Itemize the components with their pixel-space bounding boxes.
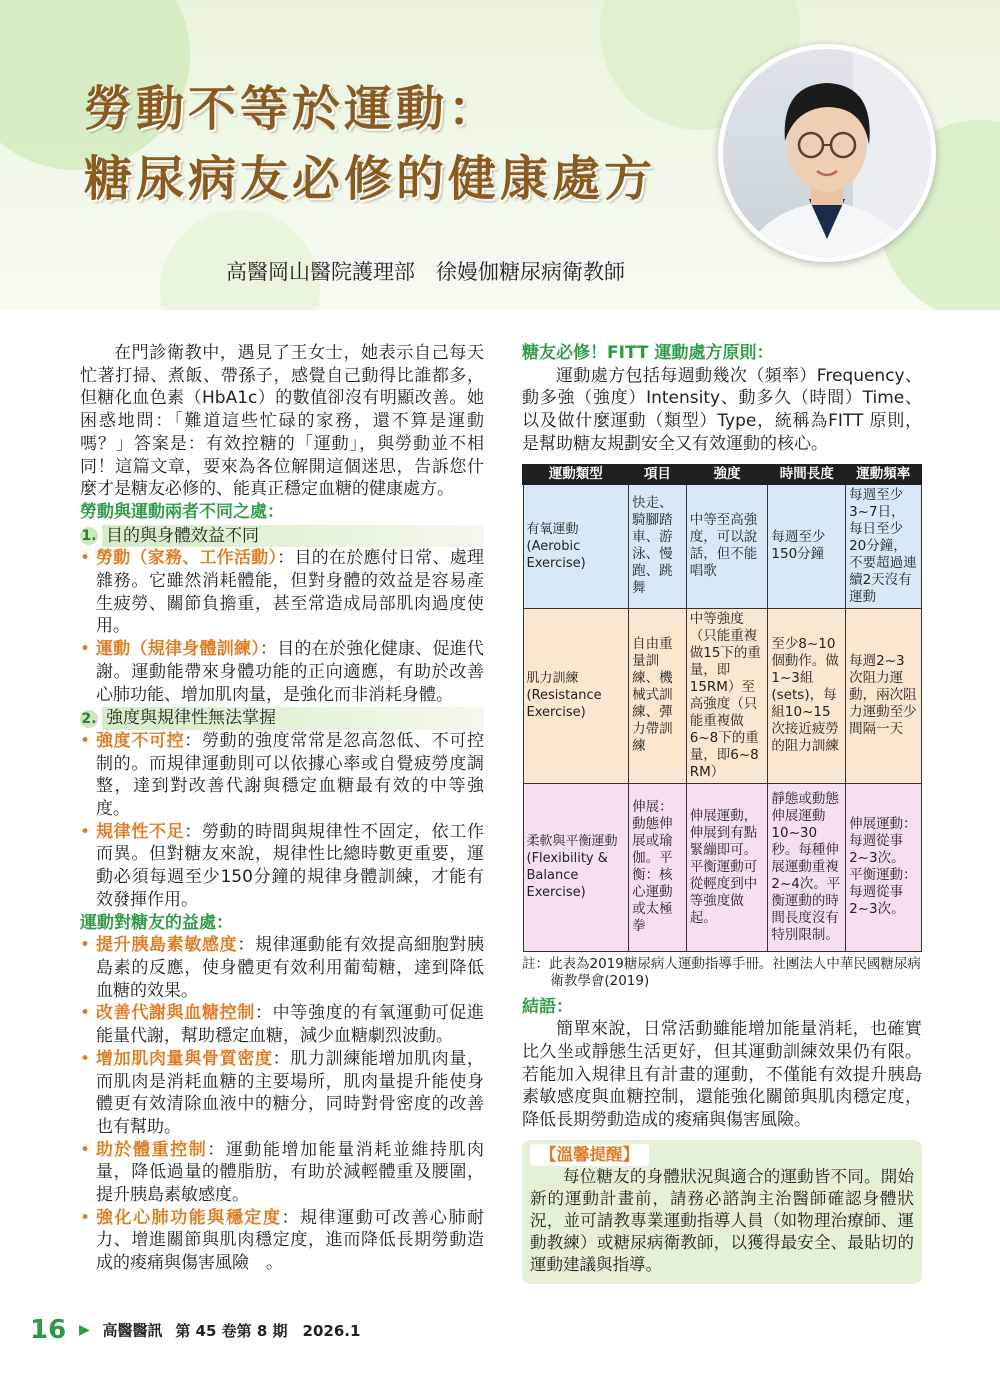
table-header: 運動頻率 (846, 465, 921, 484)
reminder-heading: 【溫馨提醒】 (530, 1144, 649, 1166)
issue-info: 第 45 卷第 8 期 2026.1 (175, 1321, 361, 1340)
bullet-item: • 改善代謝與血糖控制：中等強度的有氧運動可促進能量代謝，幫助穩定血糖，減少血糖劇烈波動。 (80, 1003, 484, 1047)
table-header: 項目 (629, 465, 687, 484)
right-column (522, 342, 922, 1284)
title-line-2: 糖尿病友必修的健康處方 (84, 151, 657, 207)
table-cell: 伸展：動態伸展或瑜伽。平衡：核心運動或太極拳 (629, 783, 687, 951)
bullet-text: ：勞動的時間與規律性不固定，依工作而異。但對糖友來說，規律性比總時數更重要，運動必須每週至少150分鐘的規律身體訓練，才能有效發揮作用。 (96, 821, 485, 910)
left-column (80, 342, 484, 1275)
table-header: 強度 (686, 465, 768, 484)
table-cell: 每週至少3~7日，每日至少20分鐘，不要超過連續2天沒有運動 (846, 484, 921, 609)
section-heading-conclusion: 結語： (522, 996, 573, 1017)
table-cell: 伸展運動，伸展到有點緊繃即可。平衡運動可從輕度到中等強度做起。 (686, 783, 768, 951)
triangle-icon: ▶ (78, 1322, 90, 1338)
bullet-text: ：目的在於應付日常、處理雜務。它雖然消耗體能，但對身體的效益是容易產生疲勞、關節負擔重，甚至常造成局部肌肉過度使用。 (96, 548, 484, 637)
bullet-item: • 強度不可控：勞動的強度常常是忽高忽低、不可控制的。而規律運動則可以依據心率或自覺疲勞度調整，達到對改善代謝與穩定血糖最有效的中等強度。 (80, 730, 485, 820)
author-photo (718, 44, 936, 262)
subheading-label: 強度與規律性無法掌握 (102, 707, 484, 730)
section-heading-differences: 勞動與運動兩者不同之處： (80, 501, 284, 522)
bullet-item: • 規律性不足：勞動的時間與規律性不固定，依工作而異。但對糖友來說，規律性比總時數更重要，運動必須每週至少150分鐘的規律身體訓練，才能有效發揮作用。 (80, 821, 485, 910)
reminder-box (522, 1140, 922, 1284)
bullet-label: 運動（規律身體訓練） (96, 639, 260, 660)
bullet-text: ：肌力訓練能增加肌肉量，而肌肉是消耗血糖的主要場所，肌肉量提升能使身體更有效清除血液中的糖分，同時對骨密度的改善也有幫助。 (96, 1048, 485, 1137)
title-line-1: 勞動不等於運動： (84, 81, 501, 137)
table-row (523, 608, 921, 783)
fitt-table (522, 464, 922, 952)
section-heading-benefits: 運動對糖友的益處： (80, 912, 233, 933)
bullet-item: • 增加肌肉量與骨質密度：肌力訓練能增加肌肉量，而肌肉是消耗血糖的主要場所，肌肉量提升能使身體更有效清除血液中的糖分，同時對骨密度的改善也有幫助。 (80, 1048, 485, 1137)
header-banner (0, 0, 1000, 310)
bullet-label: 助於體重控制 (96, 1139, 208, 1160)
fitt-paragraph: 運動處方包括每週動幾次（頻率）Frequency、動多強（強度）Intensity、動多久（時間）Time、以及做什麼運動（類型）Type，統稱為FITT 原則，是幫助糖友規劃安全又有效運動的核心。 (522, 365, 922, 454)
table-cell: 中等強度（只能重複做15下的重量，即15RM）至高強度（只能重複做6~8下的重量，即6~8 RM） (686, 608, 768, 783)
table-cell: 伸展運動：每週從事2~3次。平衡運動：每週從事2~3次。 (846, 783, 921, 951)
table-cell: 中等至高強度，可以說話，但不能唱歌 (686, 484, 768, 609)
conclusion-paragraph: 簡單來說，日常活動雖能增加能量消耗，也確實比久坐或靜態生活更好，但其運動訓練效果仍有限。若能加入規律且有計畫的運動，不僅能有效提升胰島素敏感度與血糖控制，還能強化關節與肌肉穩定度，降低長期勞動造成的痠痛與傷害風險。 (522, 1019, 922, 1131)
bullet-text: ：規律運動可改善心肺耐力、增進關節與肌肉穩定度，進而降低長期勞動造成的痠痛與傷害風險 。 (96, 1207, 484, 1274)
table-cell: 快走、騎腳踏車、游泳、慢跑、跳舞 (629, 484, 687, 609)
author-portrait-icon (723, 49, 931, 257)
reminder-text: 每位糖友的身體狀況與適合的運動皆不同。開始新的運動計畫前，請務必諮詢主治醫師確認身體狀況，並可請教專業運動指導人員（如物理治療師、運動教練）或糖尿病衛教師，以獲得最安全、最貼切的運動建議與指導。 (530, 1166, 914, 1274)
bullet-item: • 強化心肺功能與穩定度：規律運動可改善心肺耐力、增進關節與肌肉穩定度，進而降低長期勞動造成的痠痛與傷害風險 。 (80, 1207, 484, 1274)
table-cell: 靜態或動態伸展運動10~30秒。每種伸展運動重複2~4次。平衡運動的時間長度沒有特別限制。 (768, 783, 846, 951)
bullet-item: • 提升胰島素敏感度：規律運動能有效提高細胞對胰島素的反應，使身體更有效利用葡萄糖，達到降低血糖的效果。 (80, 935, 485, 1001)
bullet-item: • 助於體重控制：運動能增加能量消耗並維持肌肉量，降低過量的體脂肪，有助於減輕體重及腰圍，提升胰島素敏感度。 (80, 1139, 485, 1206)
table-header: 運動類型 (523, 465, 629, 484)
table-row (523, 783, 921, 951)
table-cell: 肌力訓練(Resistance Exercise) (523, 608, 629, 783)
bullet-text: ：中等強度的有氧運動可促進能量代謝，幫助穩定血糖，減少血糖劇烈波動。 (96, 1003, 484, 1047)
subheading-number: 2. (81, 710, 97, 727)
bullet-label: 增加肌肉量與骨質密度 (96, 1048, 273, 1069)
bullet-item: • 運動（規律身體訓練）：目的在於強化健康、促進代謝。運動能帶來身體功能的正向適應，有助於改善心肺功能、增加肌肉量，是強化而非消耗身體。 (80, 639, 484, 705)
page-number: 16 (30, 1315, 67, 1345)
subheading-label: 目的與身體效益不同 (102, 525, 484, 548)
subheading-1 (80, 525, 484, 548)
table-footnote: 註：此表為2019糖尿病人運動指導手冊。社團法人中華民國糖尿病衛教學會(2019) (522, 955, 921, 989)
table-cell: 自由重量訓練、機械式訓練、彈力帶訓練 (629, 608, 687, 783)
bullet-label: 強度不可控 (96, 730, 185, 751)
bullet-text: ：目的在於強化健康、促進代謝。運動能帶來身體功能的正向適應，有助於改善心肺功能、增加肌肉量，是強化而非消耗身體。 (96, 639, 484, 705)
bullet-text: ：規律運動能有效提高細胞對胰島素的反應，使身體更有效利用葡萄糖，達到降低血糖的效果。 (96, 935, 485, 1001)
table-header-row (523, 465, 921, 484)
publication-name: 高醫醫訊 (102, 1321, 163, 1340)
intro-paragraph: 在門診衛教中，遇見了王女士，她表示自己每天忙著打掃、煮飯、帶孫子，感覺自己動得比誰都多，但糖化血色素（HbA1c）的數值卻沒有明顯改善。她困惑地問：「難道這些忙碌的家務，還不算是運動嗎？」答案是：有效控糖的「運動」，與勞動並不相同！這篇文章，要來為各位解開這個迷思，告訴您什麼才是糖友必修的、能真正穩定血糖的健康處方。 (80, 343, 484, 500)
bullet-text: ：運動能增加能量消耗並維持肌肉量，降低過量的體脂肪，有助於減輕體重及腰圍，提升胰島素敏感度。 (96, 1139, 485, 1206)
bullet-text: ：勞動的強度常常是忽高忽低、不可控制的。而規律運動則可以依據心率或自覺疲勞度調整，達到對改善代謝與穩定血糖最有效的中等強度。 (96, 730, 485, 820)
subheading-number: 1. (81, 527, 97, 544)
bullet-label: 改善代謝與血糖控制 (96, 1003, 255, 1024)
table-cell: 每週2~3次阻力運動，兩次阻力運動至少間隔一天 (846, 608, 921, 783)
bullet-label: 提升胰島素敏感度 (96, 935, 238, 956)
table-cell: 每週至少150分鐘 (768, 484, 846, 609)
table-cell: 有氧運動(Aerobic Exercise) (523, 484, 629, 609)
bullet-label: 規律性不足 (96, 821, 185, 842)
author-byline: 高醫岡山醫院護理部 徐嫚伽糖尿病衛教師 (226, 260, 625, 284)
table-row (523, 484, 921, 609)
subheading-2 (80, 707, 484, 730)
table-cell: 柔軟與平衡運動(Flexibility & Balance Exercise) (523, 783, 629, 951)
bullet-label: 強化心肺功能與穩定度 (96, 1207, 282, 1228)
table-cell: 至少8~10個動作。做1~3組(sets)，每組10~15次接近疲勞的阻力訓練 (768, 608, 846, 783)
page-footer (30, 1315, 360, 1345)
table-header: 時間長度 (768, 465, 846, 484)
bullet-item: • 勞動（家務、工作活動）：目的在於應付日常、處理雜務。它雖然消耗體能，但對身體的效益是容易產生疲勞、關節負擔重，甚至常造成局部肌肉過度使用。 (80, 548, 484, 637)
section-heading-fitt: 糖友必修！FITT 運動處方原則： (522, 343, 774, 363)
bullet-label: 勞動（家務、工作活動） (96, 548, 278, 569)
